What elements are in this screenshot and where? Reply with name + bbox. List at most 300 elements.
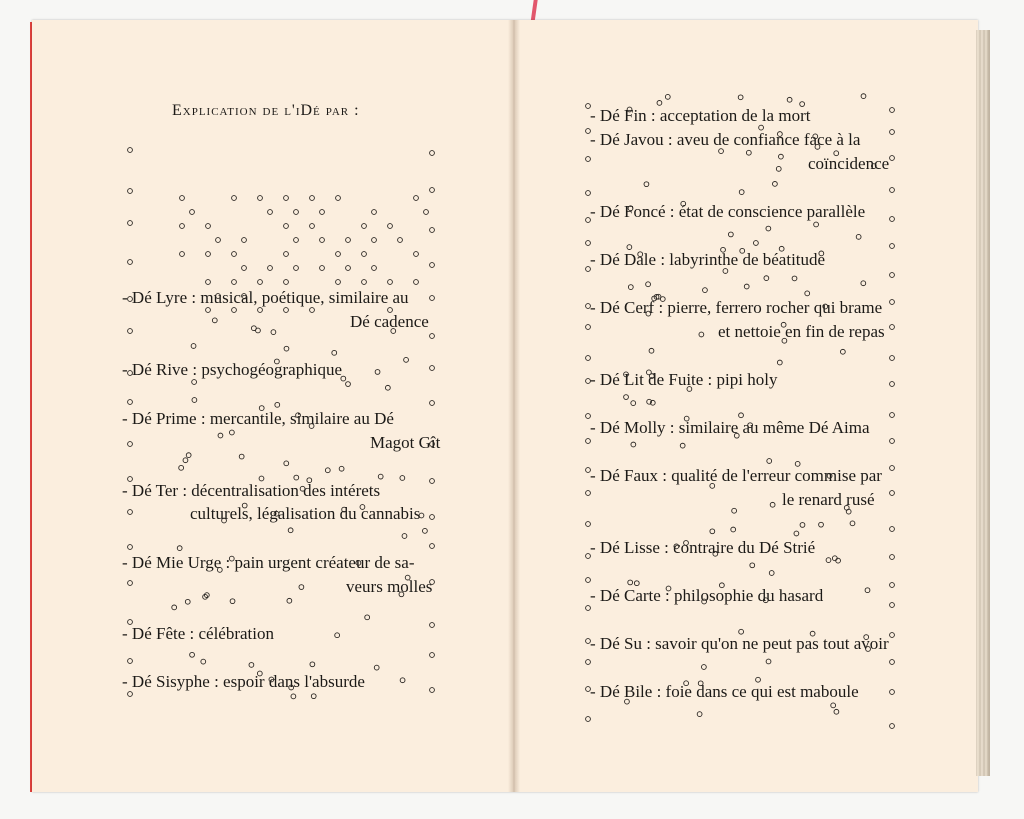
dot-mark [890, 633, 895, 638]
dot-mark [864, 635, 869, 640]
dot-mark [180, 224, 185, 229]
dot-mark [258, 280, 263, 285]
dot-mark [128, 581, 133, 586]
dot-mark [259, 476, 264, 481]
dot-mark [341, 376, 346, 381]
dot-mark [430, 263, 435, 268]
dot-mark [674, 544, 679, 549]
dot-mark [840, 349, 845, 354]
entry-line: - Dé Foncé : état de conscience parallèle [590, 202, 866, 221]
dot-mark [336, 252, 341, 257]
dot-mark [890, 491, 895, 496]
dot-mark [430, 401, 435, 406]
dot-mark [402, 534, 407, 539]
dot-mark [819, 251, 824, 256]
dot-mark [128, 659, 133, 664]
dot-mark [218, 433, 223, 438]
dot-mark [284, 196, 289, 201]
dot-mark [890, 603, 895, 608]
dot-mark [190, 652, 195, 657]
dot-mark [399, 592, 404, 597]
dot-mark [419, 513, 424, 518]
dot-mark [773, 181, 778, 186]
dot-mark [294, 238, 299, 243]
dot-mark [128, 260, 133, 265]
entry-line: - Dé Prime : mercantile, similaire au Dé [122, 409, 394, 428]
dot-mark [646, 370, 651, 375]
dot-mark [805, 291, 810, 296]
dot-mark [734, 433, 739, 438]
dot-mark [307, 478, 312, 483]
dot-mark [834, 151, 839, 156]
dot-mark [890, 273, 895, 278]
dot-mark [890, 583, 895, 588]
dot-mark [232, 280, 237, 285]
dot-pattern-right [516, 20, 976, 792]
dot-mark [631, 442, 636, 447]
dot-mark [586, 157, 591, 162]
dot-mark [638, 252, 643, 257]
dot-mark [810, 631, 815, 636]
dot-mark [699, 332, 704, 337]
dot-mark [430, 188, 435, 193]
dot-mark [834, 709, 839, 714]
dot-mark [795, 461, 800, 466]
dot-mark [890, 300, 895, 305]
dot-mark [423, 528, 428, 533]
dot-mark [430, 442, 435, 447]
dot-mark [721, 247, 726, 252]
dot-mark [346, 382, 351, 387]
dot-mark [861, 281, 866, 286]
page-heading: Explication de l'iDé par : [172, 102, 360, 119]
dot-mark [739, 629, 744, 634]
dot-mark [890, 382, 895, 387]
dot-mark [374, 665, 379, 670]
dot-mark [268, 210, 273, 215]
dot-mark [739, 413, 744, 418]
dot-mark [128, 297, 133, 302]
dot-mark [698, 681, 703, 686]
dot-mark [372, 238, 377, 243]
dot-mark [128, 371, 133, 376]
dot-mark [649, 348, 654, 353]
dot-mark [680, 443, 685, 448]
dot-mark [201, 659, 206, 664]
dot-mark [746, 150, 751, 155]
dot-mark [890, 724, 895, 729]
dot-mark [586, 660, 591, 665]
dot-mark [787, 97, 792, 102]
dot-mark [634, 581, 639, 586]
dot-mark [728, 232, 733, 237]
dot-mark [284, 346, 289, 351]
dot-mark [294, 210, 299, 215]
dot-mark [890, 466, 895, 471]
right-page [516, 20, 976, 792]
dot-mark [388, 280, 393, 285]
dot-mark [284, 280, 289, 285]
dot-mark [890, 413, 895, 418]
dot-mark [291, 694, 296, 699]
dot-mark [827, 473, 832, 478]
dot-mark [586, 191, 591, 196]
dot-mark [232, 308, 237, 313]
dot-mark [424, 210, 429, 215]
dot-mark [232, 196, 237, 201]
dot-mark [819, 522, 824, 527]
dot-mark [128, 510, 133, 515]
dot-mark [362, 224, 367, 229]
dot-mark [826, 558, 831, 563]
dot-mark [823, 304, 828, 309]
dot-mark [430, 479, 435, 484]
dot-mark [763, 598, 768, 603]
dot-mark [192, 380, 197, 385]
dot-mark [665, 94, 670, 99]
dot-mark [430, 151, 435, 156]
dot-mark [890, 660, 895, 665]
entry-line: - Dé Faux : qualité de l'erreur commise par [590, 466, 882, 485]
dot-mark [288, 528, 293, 533]
dot-mark [628, 580, 633, 585]
dot-mark [586, 468, 591, 473]
dot-mark [627, 245, 632, 250]
dot-mark [186, 453, 191, 458]
dot-mark [666, 586, 671, 591]
dot-mark [375, 370, 380, 375]
entry-line: - Dé Dale : labyrinthe de béatitude [590, 250, 826, 269]
dot-mark [192, 398, 197, 403]
dot-mark [430, 515, 435, 520]
dot-mark [631, 401, 636, 406]
dot-mark [378, 474, 383, 479]
dot-mark [782, 338, 787, 343]
dot-mark [710, 529, 715, 534]
dot-mark [206, 308, 211, 313]
dot-mark [800, 102, 805, 107]
dot-mark [586, 104, 591, 109]
dot-mark [777, 132, 782, 137]
dot-mark [890, 217, 895, 222]
dot-mark [242, 294, 247, 299]
dot-mark [719, 583, 724, 588]
dot-mark [779, 246, 784, 251]
dot-mark [258, 308, 263, 313]
dot-mark [275, 402, 280, 407]
entry-line: - Dé Fête : célébration [122, 624, 274, 643]
dot-mark [320, 266, 325, 271]
dot-mark [681, 201, 686, 206]
dot-mark [128, 221, 133, 226]
dot-mark [750, 563, 755, 568]
dot-mark [289, 685, 294, 690]
dot-mark [216, 238, 221, 243]
dot-mark [335, 633, 340, 638]
dot-mark [356, 560, 361, 565]
dot-mark [890, 356, 895, 361]
dot-mark [128, 442, 133, 447]
dot-mark [586, 379, 591, 384]
entry-line: - Dé Javou : aveu de confiance face à la [590, 130, 861, 149]
dot-mark [190, 210, 195, 215]
dot-mark [360, 505, 365, 510]
dot-mark [287, 598, 292, 603]
dot-mark [646, 311, 651, 316]
dot-mark [284, 308, 289, 313]
dot-mark [430, 544, 435, 549]
dot-mark [388, 308, 393, 313]
entry-line: le renard rusé [782, 490, 875, 509]
dot-mark [778, 154, 783, 159]
dot-mark [206, 224, 211, 229]
dot-mark [586, 325, 591, 330]
dot-mark [310, 196, 315, 201]
dot-mark [269, 677, 274, 682]
entry-line: - Dé Mie Urge : pain urgent créateur de sa- [122, 553, 415, 572]
dot-mark [365, 615, 370, 620]
dot-mark [430, 653, 435, 658]
dot-mark [284, 224, 289, 229]
dot-mark [856, 234, 861, 239]
dot-mark [284, 252, 289, 257]
dot-mark [586, 687, 591, 692]
entry-line: et nettoie en fin de repas [718, 322, 885, 341]
dot-mark [687, 387, 692, 392]
dot-mark [792, 276, 797, 281]
dot-mark [890, 156, 895, 161]
dot-mark [769, 571, 774, 576]
dot-mark [624, 372, 629, 377]
dot-mark [346, 266, 351, 271]
dot-mark [414, 196, 419, 201]
dot-mark [404, 357, 409, 362]
dot-mark [128, 329, 133, 334]
dot-mark [813, 134, 818, 139]
dot-mark [296, 413, 301, 418]
dot-mark [232, 252, 237, 257]
dot-mark [586, 241, 591, 246]
entry-line: - Dé Bile : foie dans ce qui est maboule [590, 682, 859, 701]
dot-mark [701, 665, 706, 670]
dot-mark [206, 280, 211, 285]
entry-line: - Dé Lit de Fuite : pipi holy [590, 370, 778, 389]
dot-mark [844, 505, 849, 510]
dot-mark [206, 252, 211, 257]
dot-mark [430, 296, 435, 301]
dot-mark [890, 188, 895, 193]
dot-mark [309, 424, 314, 429]
dot-mark [766, 659, 771, 664]
dot-mark [697, 712, 702, 717]
dot-mark [723, 269, 728, 274]
dot-mark [128, 545, 133, 550]
dot-mark [259, 406, 264, 411]
entry-line: coïncidence [808, 154, 890, 173]
dot-mark [230, 599, 235, 604]
dot-mark [336, 280, 341, 285]
dot-mark [310, 224, 315, 229]
dot-mark [586, 356, 591, 361]
dot-mark [738, 95, 743, 100]
dot-mark [861, 94, 866, 99]
dot-mark [268, 266, 273, 271]
dot-mark [239, 454, 244, 459]
dot-mark [713, 551, 718, 556]
dot-mark [836, 558, 841, 563]
dot-mark [719, 149, 724, 154]
dot-mark [180, 196, 185, 201]
entry-line: - Dé Lisse : contraire du Dé Strié [590, 538, 816, 557]
dot-mark [586, 554, 591, 559]
dot-mark [814, 222, 819, 227]
dot-mark [890, 130, 895, 135]
dot-mark [229, 556, 234, 561]
dot-mark [172, 605, 177, 610]
dot-mark [586, 606, 591, 611]
dot-mark [294, 266, 299, 271]
dot-mark [385, 385, 390, 390]
entry-line: - Dé Rive : psychogéographique [122, 360, 342, 379]
dot-mark [128, 477, 133, 482]
dot-mark [430, 580, 435, 585]
dot-mark [627, 107, 632, 112]
dot-mark [430, 366, 435, 371]
dot-mark [624, 395, 629, 400]
dot-mark [430, 623, 435, 628]
dot-mark [850, 521, 855, 526]
dot-mark [179, 465, 184, 470]
dot-mark [362, 252, 367, 257]
dot-mark [646, 282, 651, 287]
dot-mark [831, 703, 836, 708]
dot-mark [759, 125, 764, 130]
dot-mark [299, 585, 304, 590]
dot-mark [398, 238, 403, 243]
dot-mark [336, 196, 341, 201]
dot-mark [890, 244, 895, 249]
dot-mark [191, 344, 196, 349]
dot-mark [183, 458, 188, 463]
dot-mark [310, 308, 315, 313]
left-page [32, 20, 512, 792]
dot-mark [890, 108, 895, 113]
dot-mark [586, 639, 591, 644]
dot-mark [346, 238, 351, 243]
dot-mark [684, 681, 689, 686]
dot-mark [274, 511, 279, 516]
entry-line: - Dé Su : savoir qu'on ne peut pas tout avoir [590, 634, 889, 653]
dot-mark [866, 647, 871, 652]
dot-mark [644, 182, 649, 187]
dot-mark [177, 546, 182, 551]
dot-mark [274, 359, 279, 364]
dot-mark [180, 252, 185, 257]
entry-line: - Dé Carte : philosophie du hasard [590, 586, 824, 605]
dot-mark [756, 677, 761, 682]
entry-line: Magot Gît [370, 433, 441, 452]
dot-mark [185, 599, 190, 604]
dot-mark [586, 129, 591, 134]
dot-mark [128, 148, 133, 153]
dot-mark [586, 522, 591, 527]
dot-mark [710, 483, 715, 488]
dot-mark [310, 662, 315, 667]
dot-mark [311, 694, 316, 699]
dot-mark [800, 523, 805, 528]
entry-line: - Dé Cerf : pierre, ferrero rocher qui brame [590, 298, 883, 317]
dot-mark [430, 228, 435, 233]
dot-mark [372, 266, 377, 271]
dot-mark [249, 663, 254, 668]
dot-mark [586, 218, 591, 223]
dot-mark [684, 541, 689, 546]
dot-mark [300, 486, 305, 491]
dot-mark [657, 101, 662, 106]
dot-mark [258, 196, 263, 201]
dot-mark [625, 699, 630, 704]
dot-mark [628, 285, 633, 290]
dot-mark [586, 578, 591, 583]
dot-pattern-left [32, 20, 512, 792]
dot-mark [284, 461, 289, 466]
dot-mark [242, 503, 247, 508]
dot-mark [865, 588, 870, 593]
entry-line: Dé cadence [350, 312, 429, 331]
dot-mark [320, 238, 325, 243]
dot-mark [256, 328, 261, 333]
dot-mark [754, 241, 759, 246]
entry-line: - Dé Fin : acceptation de la mort [590, 106, 811, 125]
entry-line: - Dé Ter : décentralisation des intérets [122, 481, 381, 500]
dot-mark [242, 266, 247, 271]
dot-mark [362, 280, 367, 285]
entry-line: - Dé Molly : similaire au même Dé Aima [590, 418, 870, 437]
dot-mark [405, 575, 410, 580]
dot-mark [128, 620, 133, 625]
dot-mark [257, 671, 262, 676]
entry-line: culturels, légalisation du cannabis [190, 504, 421, 523]
dot-mark [391, 329, 396, 334]
dot-mark [890, 325, 895, 330]
dot-mark [216, 294, 221, 299]
dot-mark [890, 555, 895, 560]
dot-mark [764, 276, 769, 281]
dot-mark [372, 210, 377, 215]
dot-mark [128, 189, 133, 194]
dot-mark [748, 423, 753, 428]
dot-mark [890, 439, 895, 444]
dot-mark [794, 531, 799, 536]
dot-mark [325, 468, 330, 473]
dot-mark [777, 360, 782, 365]
dot-mark [815, 144, 820, 149]
dot-mark [414, 280, 419, 285]
dot-mark [400, 678, 405, 683]
dot-mark [781, 322, 786, 327]
dot-mark [430, 334, 435, 339]
dot-mark [744, 284, 749, 289]
dot-mark [128, 400, 133, 405]
dot-mark [703, 288, 708, 293]
dot-mark [342, 507, 347, 512]
dot-mark [217, 567, 222, 572]
dot-mark [770, 502, 775, 507]
entry-line: - Dé Lyre : musical, poétique, similaire au [122, 288, 409, 307]
dot-mark [890, 690, 895, 695]
dot-mark [767, 459, 772, 464]
dot-mark [242, 238, 247, 243]
